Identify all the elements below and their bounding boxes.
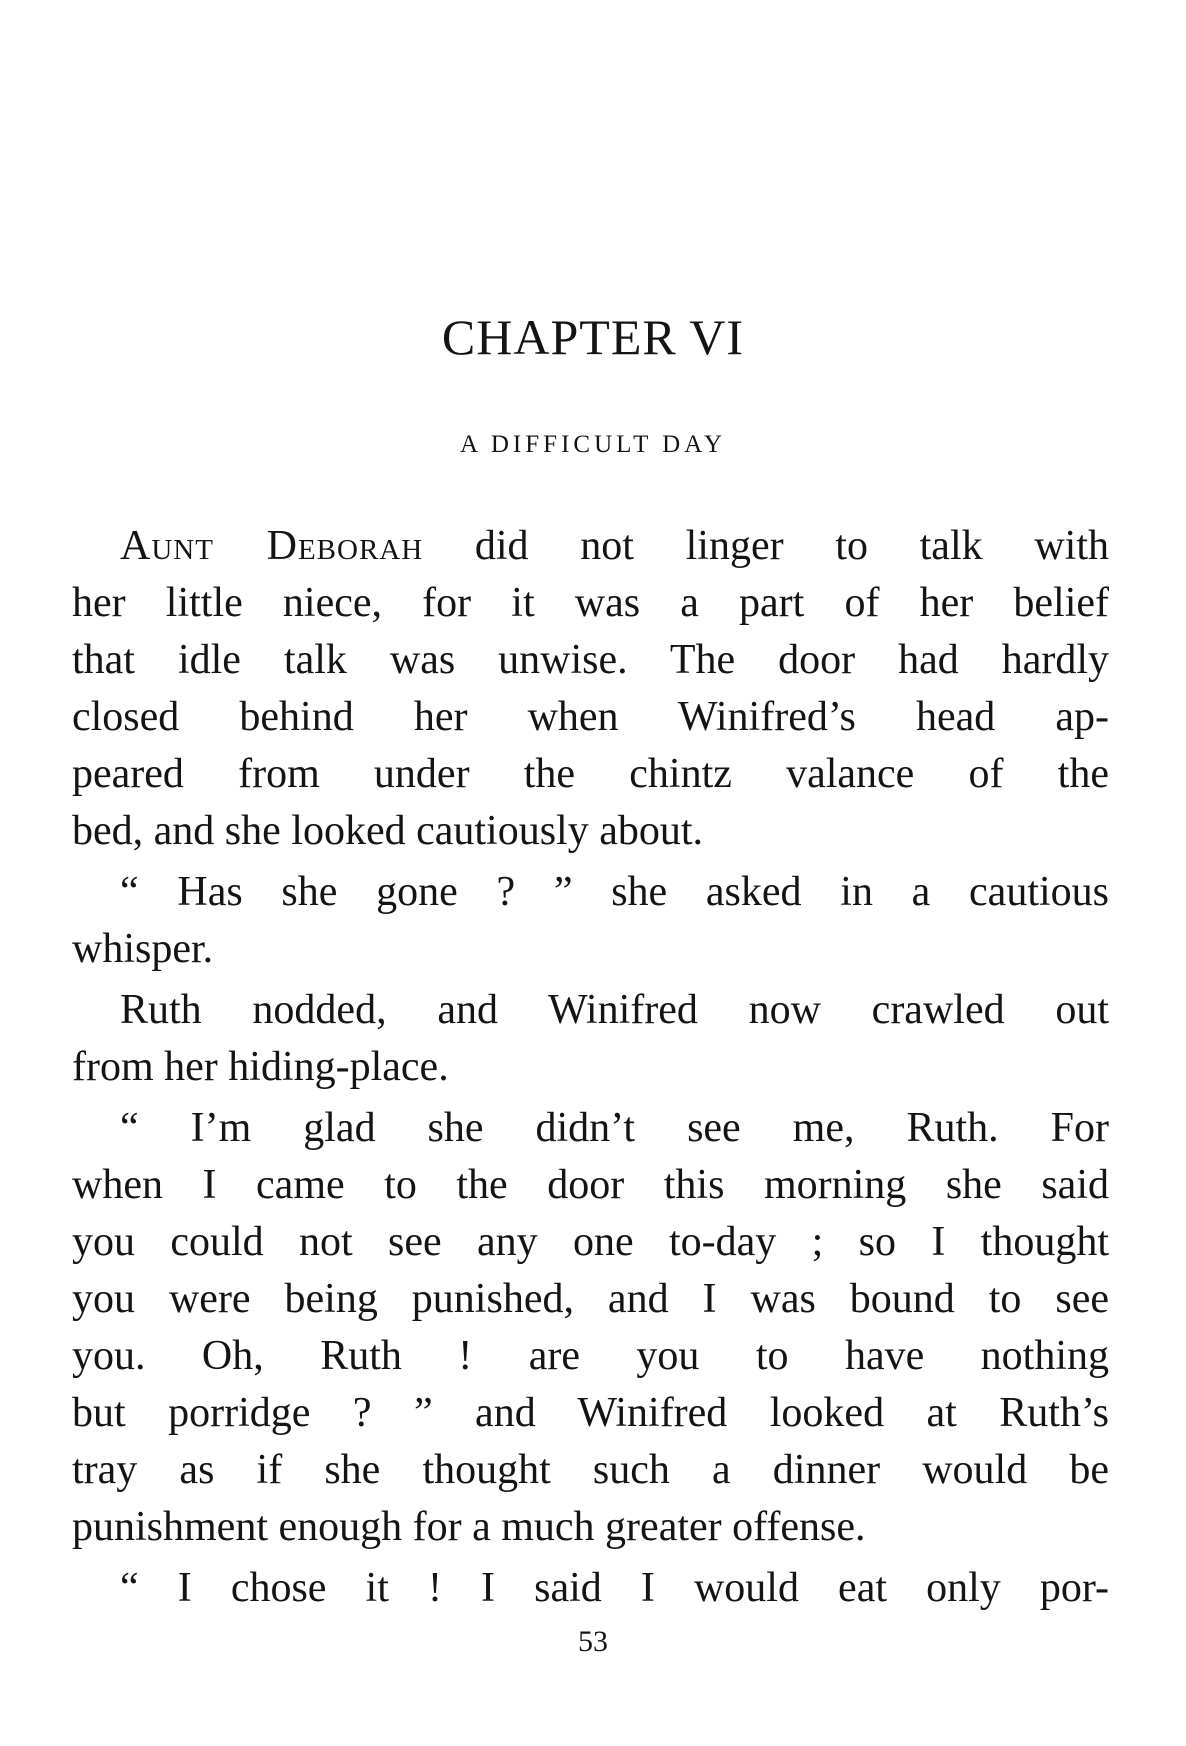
page-number: 53 [578,1625,608,1658]
text-line: closed behind her when Winifred’s head ap- [72,694,1109,740]
text-line: bed, and she looked cautiously about. [72,808,704,854]
text-line: peared from under the chintz valance of the [72,751,1109,797]
chapter-subtitle: A DIFFICULT DAY [459,431,727,458]
chapter-title: CHAPTER VI [441,309,745,365]
text-line: that idle talk was unwise. The door had hardly [72,637,1109,683]
text-line: “ Has she gone ? ” she asked in a cautious [120,869,1109,915]
text-line: you were being punished, and I was bound to see [72,1276,1109,1322]
text-line: but porridge ? ” and Winifred looked at Ruth’s [72,1390,1109,1436]
body-text [72,518,1109,1617]
text-line: tray as if she thought such a dinner would be [72,1447,1109,1493]
text-line [72,518,1109,575]
small-caps-name: Aunt Deborah [120,523,424,569]
text-line: Ruth nodded, and Winifred now crawled out [120,987,1109,1033]
text-line-rest: did not linger to talk with [423,523,1109,569]
text-line: “ I’m glad she didn’t see me, Ruth. For [120,1105,1109,1151]
text-line: “ I chose it ! I said I would eat only por- [120,1565,1109,1611]
text-line: from her hiding-place. [72,1044,449,1090]
text-line: you could not see any one to-day ; so I thought [72,1219,1109,1265]
text-line: her little niece, for it was a part of her belief [72,580,1109,626]
text-line: punishment enough for a much greater offense. [72,1504,866,1550]
text-line: whisper. [72,926,214,972]
text-line: you. Oh, Ruth ! are you to have nothing [72,1333,1109,1379]
text-line: when I came to the door this morning she said [72,1162,1109,1208]
